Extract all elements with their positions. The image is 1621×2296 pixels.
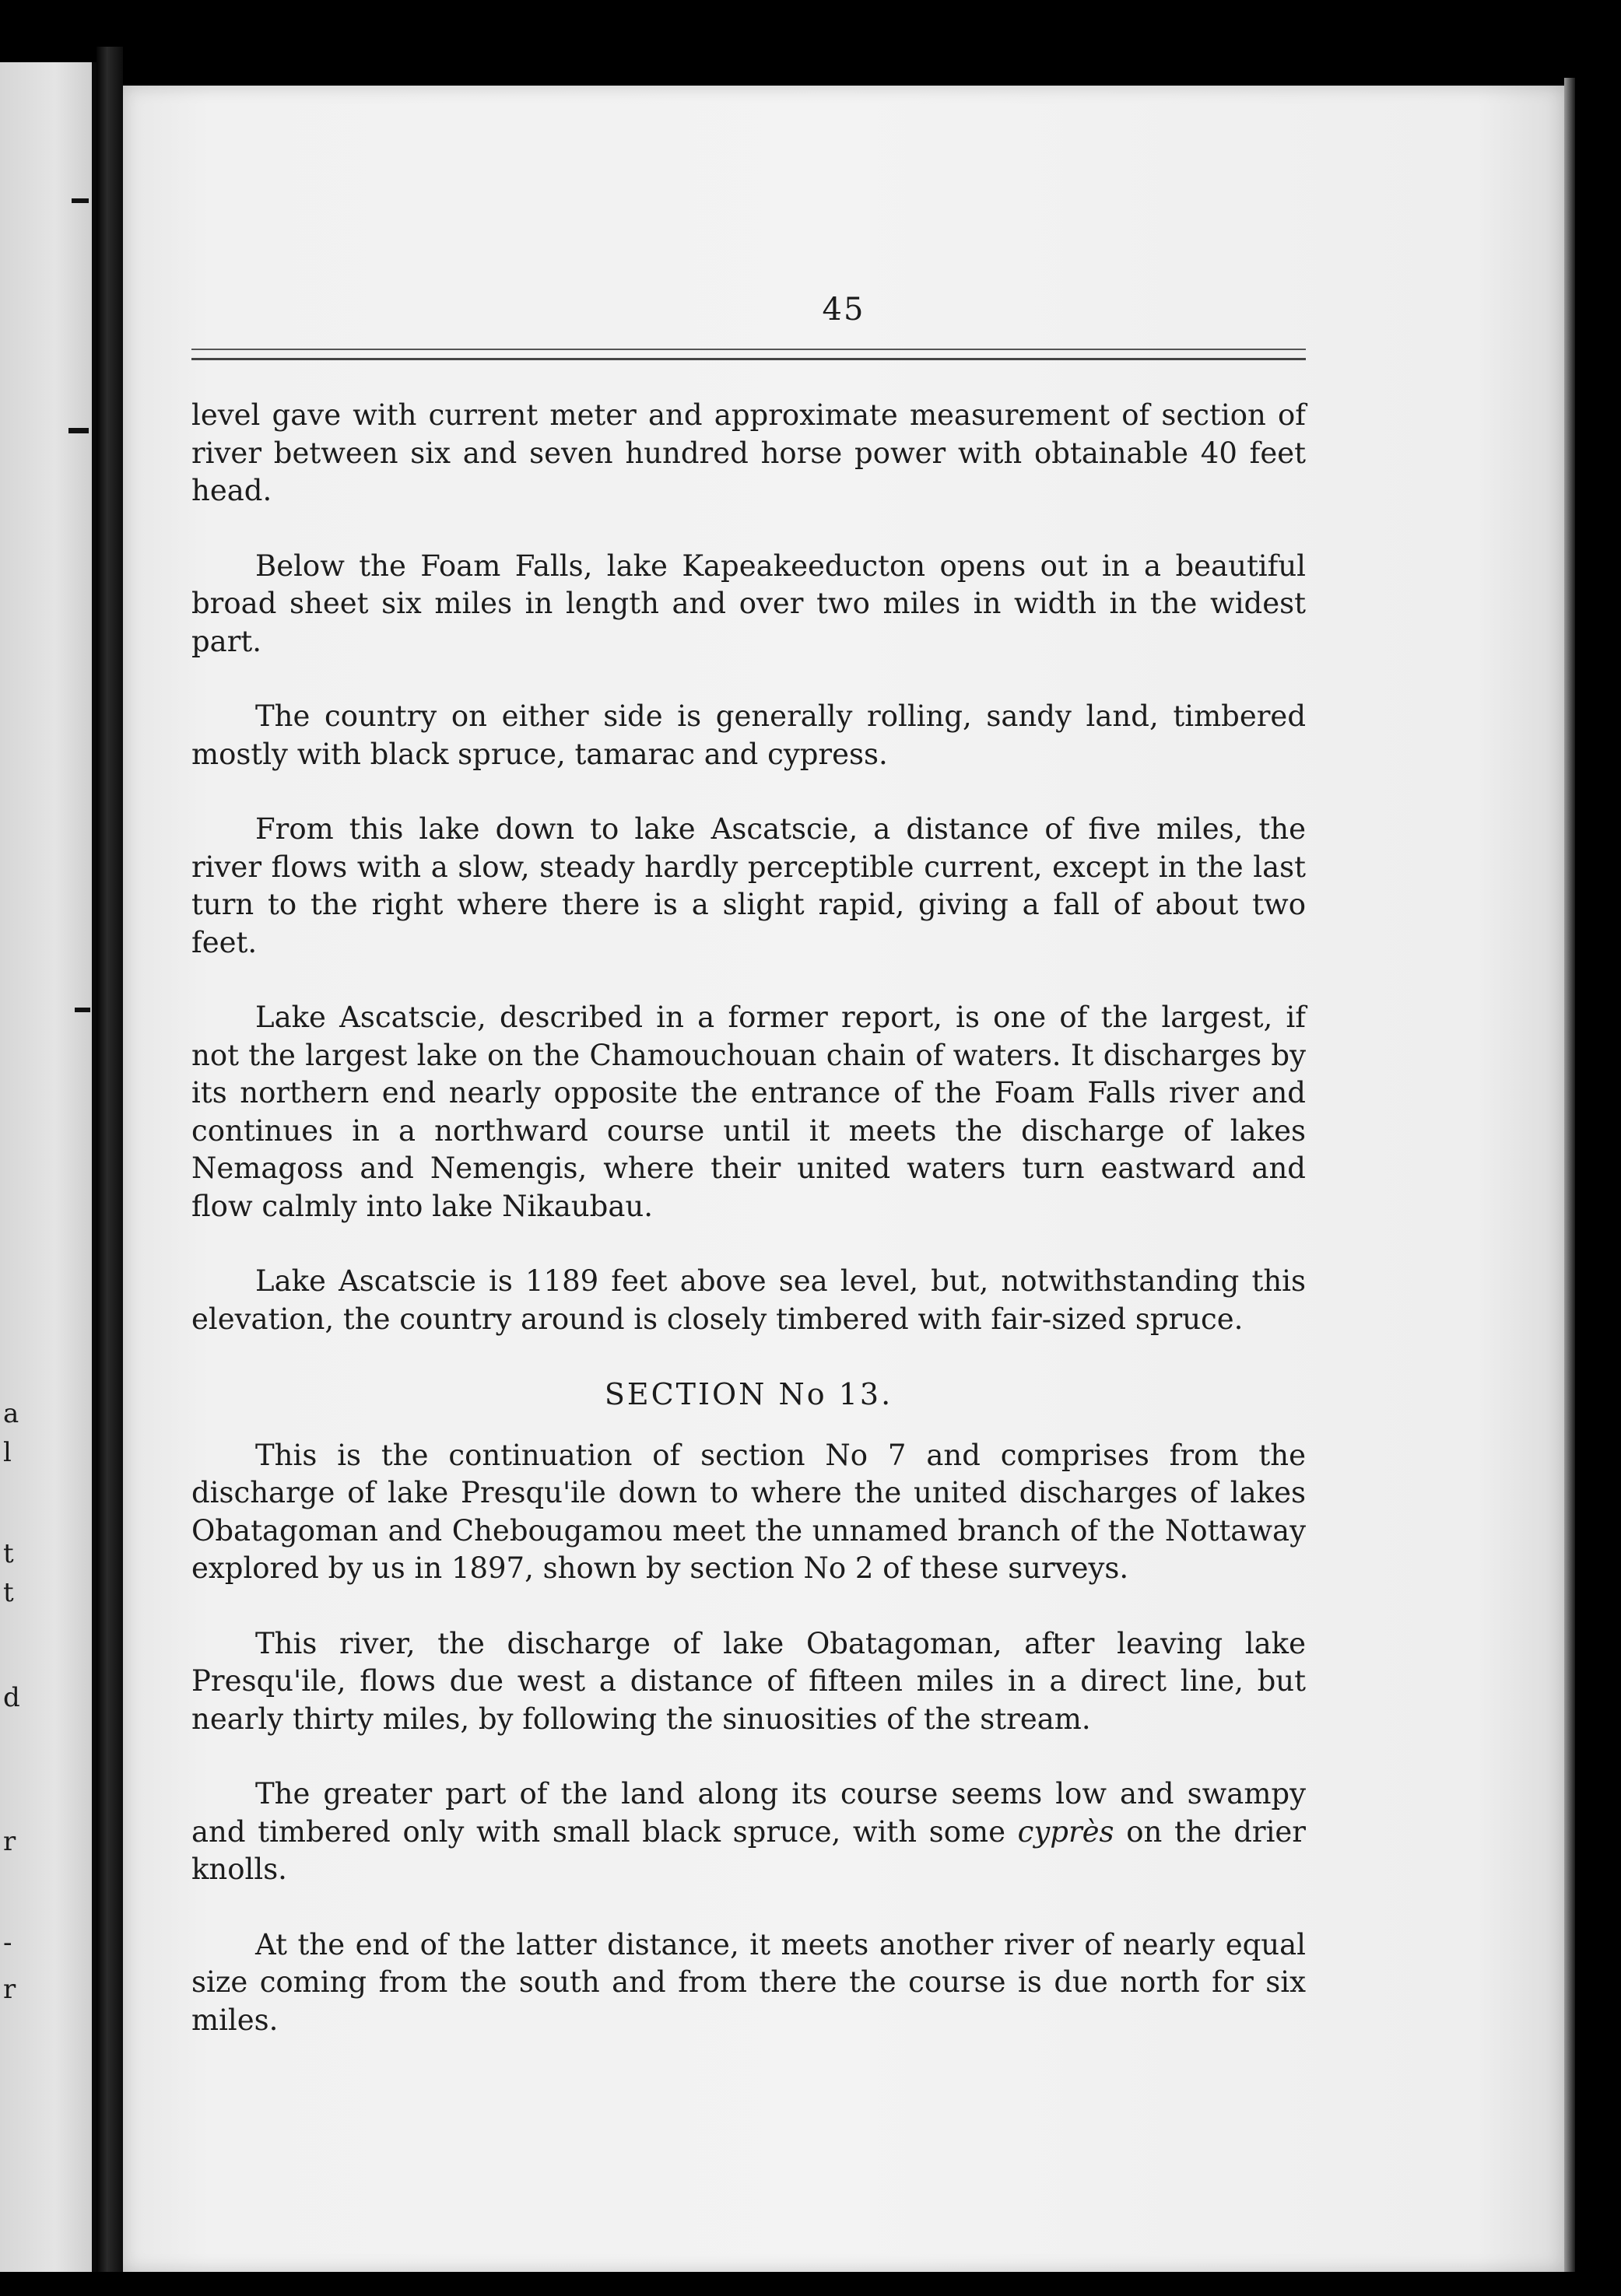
book-page — [123, 86, 1564, 2272]
paragraph: This is the continuation of section No 7 and comprises from the discharge of lake Presqu'ile down to where the united discharges of lakes Obatagoman and Chebougamou meet the unnamed branch of the Nottaway explored by us in 1897, shown by section No 2 of these surveys. — [191, 1438, 1306, 1585]
margin-char: t — [3, 1577, 14, 1608]
section-heading: SECTION No 13. — [604, 1377, 893, 1411]
margin-char: d — [3, 1682, 20, 1713]
paragraph-text: The greater part of the land along its course seems low and swampy and timbered only with small black spruce, with some — [191, 1777, 1306, 1849]
paragraph: Lake Ascatscie, described in a former report, is one of the largest, if not the largest lake on the Chamouchouan chain of waters. It discharges by its northern end nearly opposite the entrance of the Foam Falls river and continues in a northward course until it meets the discharge of lakes Nemagoss and Nemengis, where their united waters turn eastward and flow calmly into lake Nikaubau. — [191, 1001, 1306, 1223]
header-rule — [191, 349, 1306, 360]
paragraph: At the end of the latter distance, it meets another river of nearly equal size coming from the south and from there the course is due north for six miles. — [191, 1927, 1306, 2037]
paragraph — [191, 1775, 1306, 1889]
margin-char: - — [3, 1927, 12, 1958]
margin-mark — [68, 428, 89, 433]
paragraph-text: on the drier knolls. — [191, 1814, 1306, 1886]
right-page-edge — [1564, 78, 1575, 2272]
previous-page-edge — [0, 62, 96, 2272]
margin-char: t — [3, 1538, 14, 1569]
margin-char: r — [3, 1974, 16, 2005]
margin-char: r — [3, 1826, 16, 1857]
paragraph: level gave with current meter and approximate measurement of section of river between six and seven hundred horse power with obtainable 40 feet head. — [191, 398, 1306, 507]
body-text — [191, 397, 1306, 2077]
margin-mark — [72, 198, 89, 203]
binding-gutter — [96, 47, 123, 2272]
paragraph: Below the Foam Falls, lake Kapeakeeducton opens out in a beautiful broad sheet six miles in length and over two miles in width in the widest part. — [191, 549, 1306, 658]
margin-char: l — [3, 1437, 12, 1468]
italic-term: cyprès — [1017, 1814, 1114, 1849]
paragraph: This river, the discharge of lake Obatagoman, after leaving lake Presqu'ile, flows due west a distance of fifteen miles in a direct line, but nearly thirty miles, by following the sinuosities of the stream. — [191, 1626, 1306, 1736]
margin-mark — [75, 1008, 90, 1012]
paragraph: The country on either side is generally rolling, sandy land, timbered mostly with black spruce, tamarac and cypress. — [191, 699, 1306, 771]
margin-char: a — [3, 1398, 19, 1429]
paragraph: Lake Ascatscie is 1189 feet above sea level, but, notwithstanding this elevation, the country around is closely timbered with fair-sized spruce. — [191, 1264, 1306, 1336]
page-number: 45 — [822, 292, 865, 328]
paragraph: From this lake down to lake Ascatscie, a distance of five miles, the river flows with a slow, steady hardly perceptible current, except in the last turn to the right where there is a slight rapid, giving a fall of about two feet. — [191, 812, 1306, 959]
